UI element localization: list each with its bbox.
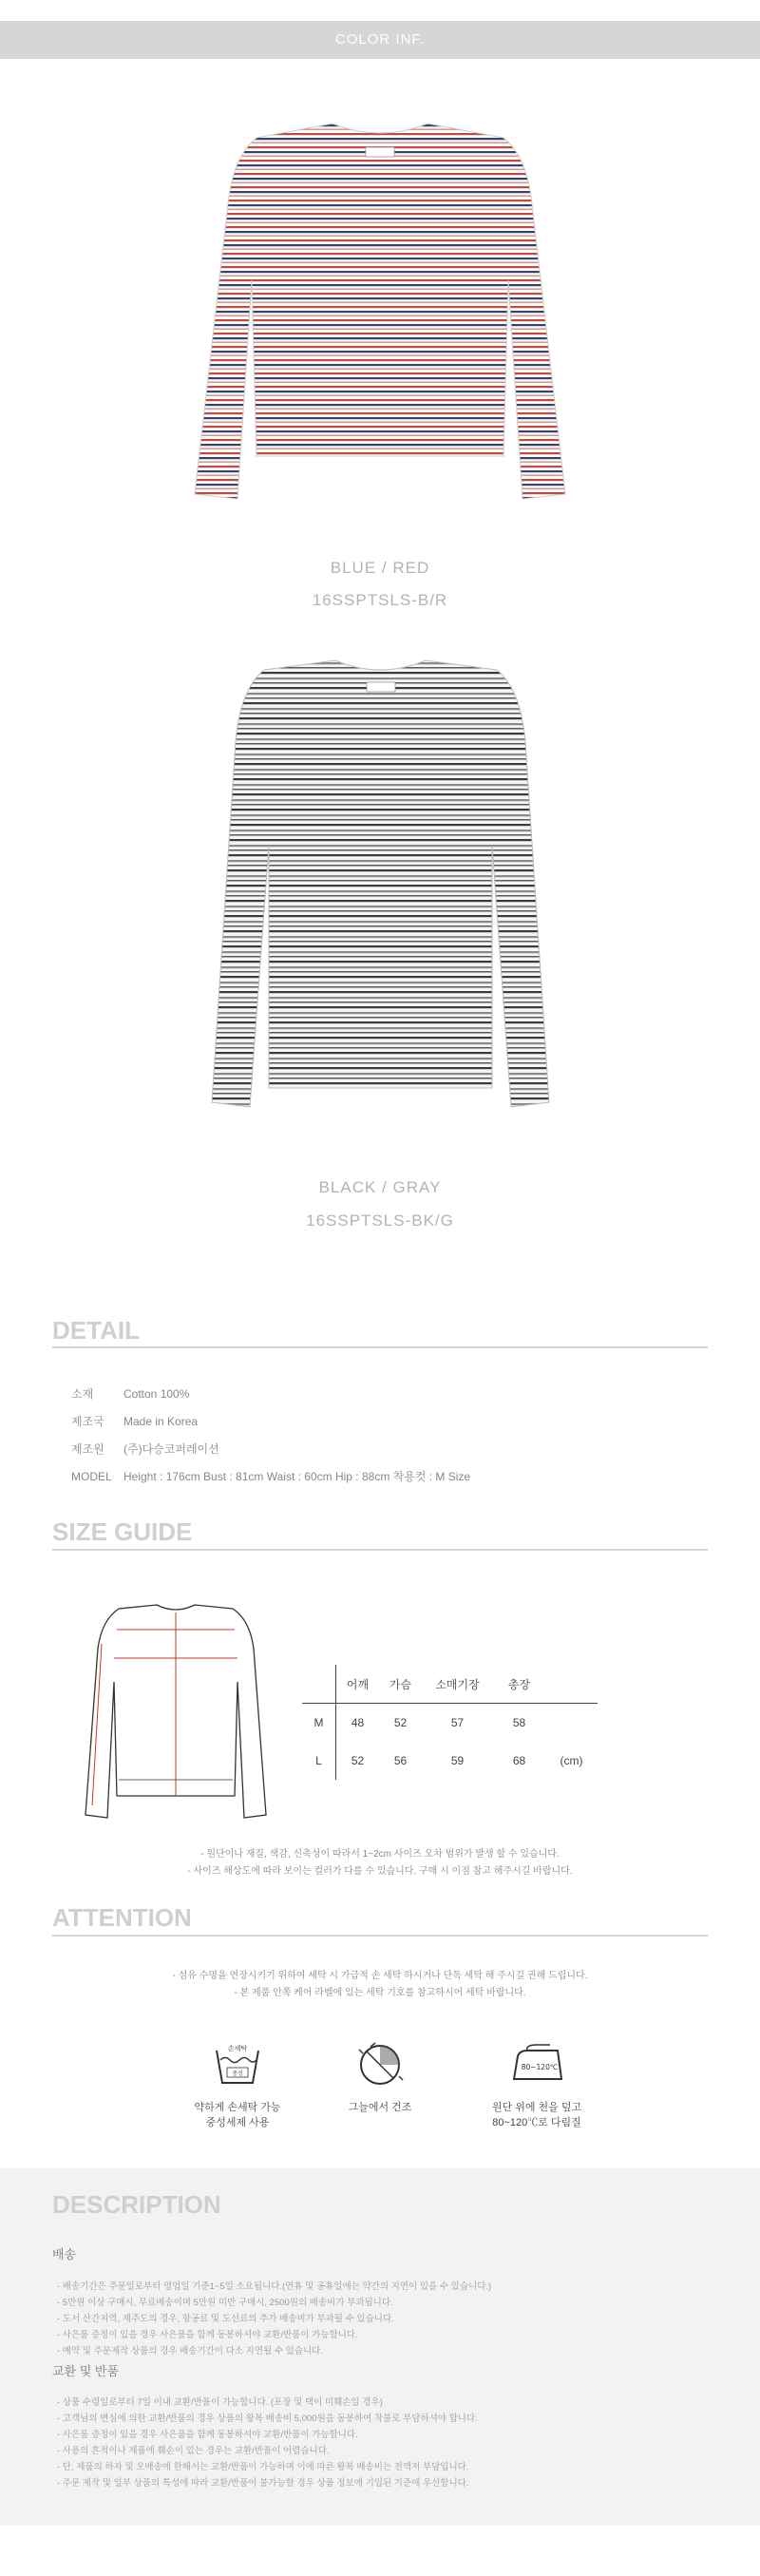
size-label-m: M — [314, 1716, 324, 1729]
exchange-title: 교환 및 반품 — [52, 2364, 120, 2378]
color-name-2: BLACK / GRAY — [318, 1178, 442, 1196]
description-title: DESCRIPTION — [52, 2190, 221, 2219]
color-code-2: 16SSPTSLS-BK/G — [306, 1212, 454, 1230]
size-cell: 52 — [393, 1716, 408, 1729]
detail-row-manufacturer: 제조원 (주)다승코퍼레이션 — [71, 1442, 219, 1456]
size-diagram-icon — [81, 1601, 271, 1824]
size-note-2: - 사이즈 해상도에 따라 보이는 컬러가 다를 수 있습니다. 구매 시 이점 참고 해주시길 바랍니다. — [187, 1866, 573, 1877]
care-label-iron: 원단 위에 천을 덮고 80~120℃로 다림질 — [491, 2102, 582, 2128]
size-cell: 52 — [336, 1742, 380, 1780]
size-cell: 56 — [393, 1754, 408, 1767]
attention-divider — [52, 1935, 708, 1937]
attention-title: ATTENTION — [52, 1903, 192, 1932]
detail-row-material: 소재 Cotton 100% — [71, 1387, 190, 1401]
color-name-1: BLUE / RED — [330, 559, 430, 577]
svg-text:80~120℃: 80~120℃ — [521, 2063, 559, 2071]
exchange-item: - 주문 제작 및 일부 상품의 특성에 따라 교환/반품이 불가능할 경우 상품 정보에 기입된 기준에 우선합니다. — [57, 2478, 469, 2489]
size-header-shoulder: 어깨 — [336, 1665, 380, 1704]
size-table — [302, 1665, 598, 1780]
care-label-shade-dry: 그늘에서 건조 — [348, 2102, 412, 2113]
size-note-1: - 원단이나 재질, 색감, 신축성이 따라서 1~2cm 사이즈 오차 범위가 발생 할 수 있습니다. — [200, 1849, 560, 1860]
size-guide-title: SIZE GUIDE — [52, 1517, 193, 1546]
color-code-1: 16SSPTSLS-B/R — [312, 591, 448, 609]
exchange-item: - 상품 수령일로부터 7일 이내 교환/반품이 가능합니다. (포장 및 택이 미훼손일 경우) — [57, 2397, 383, 2408]
exchange-item: - 고객님의 변심에 의한 교환/반품의 경우 상품의 왕복 배송비 5,000원을 동봉하여 착불로 부담하셔야 합니다. — [57, 2414, 478, 2424]
svg-text:중성: 중성 — [232, 2070, 243, 2077]
size-guide-divider — [52, 1549, 708, 1551]
svg-text:손세탁: 손세탁 — [227, 2045, 248, 2052]
size-unit: (cm) — [560, 1754, 583, 1767]
hand-wash-icon — [211, 2041, 264, 2089]
shipping-title: 배송 — [52, 2247, 77, 2261]
shipping-item: - 도서 산간지역, 제주도의 경우, 항공료 및 도선료의 추가 배송비가 부과될 수 있습니다. — [57, 2314, 394, 2324]
exchange-item: - 단, 제품의 하자 및 오배송에 한해서는 교환/반품이 가능하며 이에 따른 왕복 배송비는 전액저 부담입니다. — [57, 2462, 469, 2472]
iron-icon — [508, 2043, 567, 2087]
exchange-item: - 사용의 흔적이나 제품에 훼손이 있는 경우는 교환/반품이 어렵습니다. — [57, 2446, 330, 2456]
size-cell: 59 — [450, 1754, 465, 1767]
attention-note-1: - 섬유 수명을 연장시키기 위하여 세탁 시 가급적 손 세탁 하시거나 단독 세탁 해 주시길 권해 드립니다. — [172, 1971, 588, 1981]
size-header-sleeve: 소매기장 — [435, 1677, 480, 1691]
size-header-chest: 가슴 — [389, 1677, 412, 1691]
size-label-l: L — [315, 1754, 322, 1767]
shade-dry-icon — [354, 2039, 406, 2090]
exchange-item: - 사은품 증정이 있을 경우 사은품을 함께 동봉하셔야 교환/반품이 가능합니다. — [57, 2430, 358, 2440]
size-cell: 58 — [512, 1716, 526, 1729]
shipping-item: - 예약 및 주문제작 상품의 경우 배송기간이 다소 지연될 수 있습니다. — [57, 2346, 323, 2357]
shipping-item: - 사은품 증정이 있을 경우 사은품을 함께 동봉하셔야 교환/반품이 가능합니다. — [57, 2330, 358, 2340]
detail-row-origin: 제조국 Made in Korea — [71, 1415, 199, 1428]
shirt-image-black-gray — [207, 656, 554, 1126]
shipping-item: - 배송기간은 주문일로부터 영업일 기준1~5일 소요됩니다.(연휴 및 공휴일에는 약간의 지연이 있을 수 있습니다.) — [57, 2281, 492, 2292]
size-header-length: 총장 — [507, 1677, 531, 1691]
color-info-banner: COLOR INF. — [0, 21, 760, 59]
size-cell: 68 — [512, 1754, 526, 1767]
detail-title: DETAIL — [52, 1316, 140, 1345]
size-cell: 48 — [336, 1704, 380, 1743]
size-cell: 57 — [450, 1716, 465, 1729]
detail-row-model: MODEL Height : 176cm Bust : 81cm Waist : 60cm Hip : 88cm 착용컷 : M Size — [71, 1470, 471, 1483]
attention-note-2: - 본 제품 안쪽 케어 라벨에 있는 세탁 기호를 참고하시어 세탁 바랍니다. — [234, 1988, 526, 1998]
care-label-hand-wash: 약하게 손세탁 가능 중성세제 사용 — [194, 2102, 281, 2128]
shipping-item: - 5만원 이상 구매시, 무료배송이며 5만원 미만 구매시, 2500원의 배송비가 부과됩니다. — [57, 2298, 393, 2308]
shirt-image-blue-red — [190, 119, 570, 508]
detail-divider — [52, 1346, 708, 1348]
